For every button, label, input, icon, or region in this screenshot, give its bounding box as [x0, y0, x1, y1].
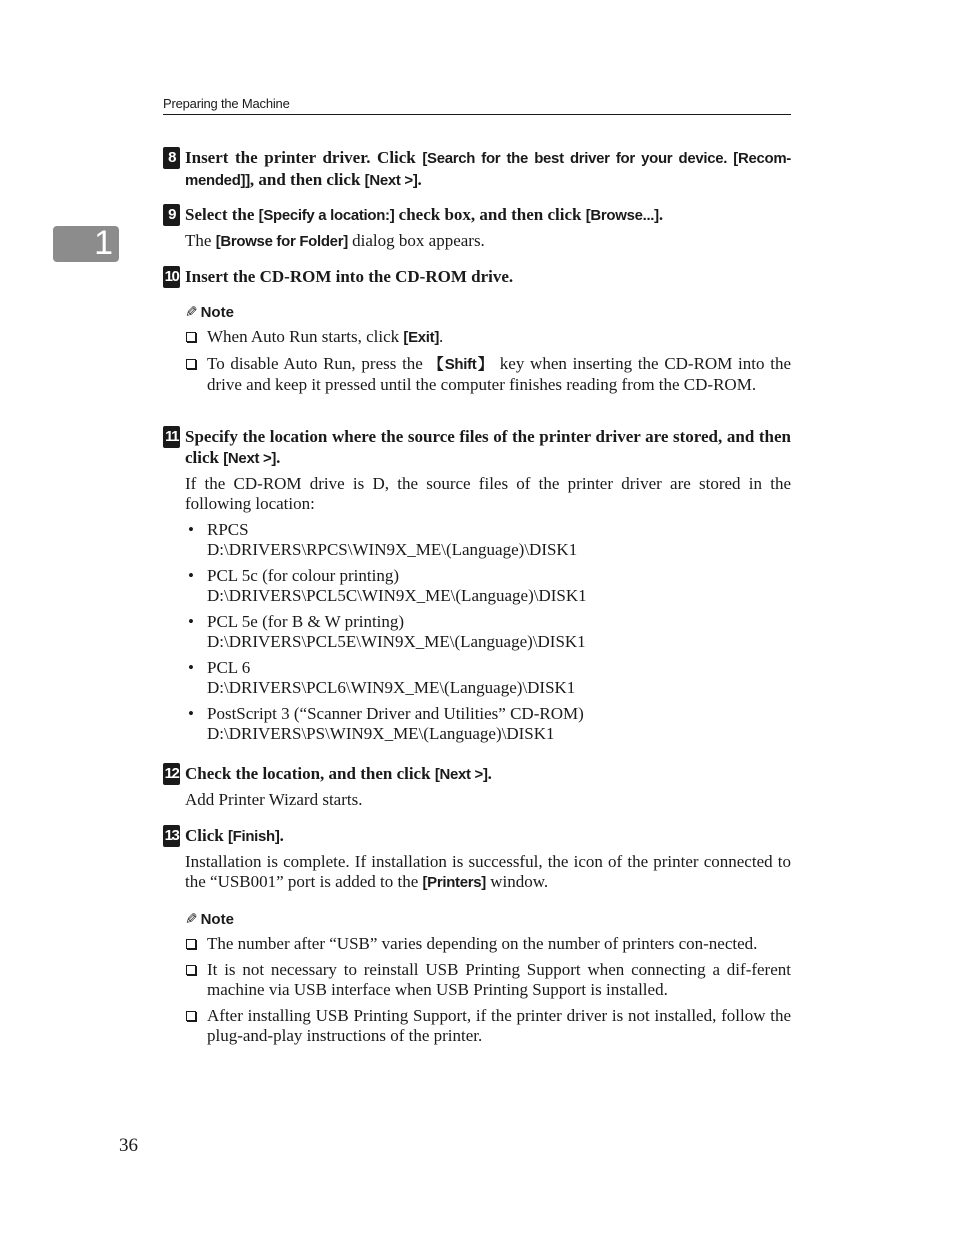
checkbox-bullet-icon [186, 359, 196, 369]
step-number-badge: 12 [163, 763, 180, 785]
checkbox-bullet-icon [186, 939, 196, 949]
step-12 [163, 763, 791, 810]
chapter-tab [53, 226, 119, 262]
list-item: • PCL 5c (for colour printing) D:\DRIVERS\PCL5C\WIN9X_ME\(Language)\DISK1 [188, 566, 587, 605]
note-item: It is not necessary to reinstall USB Printing Support when connecting a dif-ferent machine via USB interface when USB Printing Support is installed. [185, 960, 791, 1000]
ui-label-search-best-driver: [Search for the best driver for your device. [Recom-mended]] [185, 150, 791, 189]
checkbox-bullet-icon [186, 1011, 196, 1021]
note-item: After installing USB Printing Support, if the printer driver is not installed, follow the plug-and-play instructions of the printer. [185, 1006, 791, 1046]
step-number-badge: 13 [163, 825, 180, 847]
step-number-badge: 10 [163, 266, 180, 288]
ui-label-browse: [Browse...] [585, 207, 659, 224]
note-heading: ✎ Note [185, 911, 234, 928]
chapter-number: 1 [94, 224, 113, 262]
note-list [185, 327, 791, 401]
section-title: Preparing the Machine [163, 96, 290, 111]
step-title: Check the location, and then click [Next >]. [185, 764, 492, 783]
step-body: The [Browse for Folder] dialog box appears. [185, 231, 485, 250]
list-item: • RPCS D:\DRIVERS\RPCS\WIN9X_ME\(Language)\DISK1 [188, 520, 578, 559]
running-header [163, 96, 791, 115]
step-10 [163, 266, 791, 287]
list-item: • PCL 5e (for B & W printing) D:\DRIVERS\PCL5E\WIN9X_ME\(Language)\DISK1 [188, 612, 586, 651]
ui-label-finish: [Finish] [227, 828, 280, 845]
step-body: Add Printer Wizard starts. [185, 790, 363, 809]
ui-label-next: [Next >] [364, 172, 418, 189]
step-title: Insert the CD-ROM into the CD-ROM drive. [185, 267, 514, 286]
step-title: Select the [Specify a location:] check box, and then click [Browse...]. [185, 205, 664, 224]
step-9 [163, 204, 791, 252]
step-body: Installation is complete. If installation is successful, the icon of the printer connected to the “USB001” port is added to the [Printers] window. [185, 852, 791, 891]
step-number-badge: 8 [163, 147, 180, 169]
note-item: When Auto Run starts, click [Exit]. [185, 327, 791, 348]
note-heading: ✎ Note [185, 304, 234, 321]
driver-path-list [185, 520, 791, 744]
note-list [185, 934, 791, 1052]
pencil-icon: ✎ [185, 304, 198, 321]
checkbox-bullet-icon [186, 965, 196, 975]
ui-label-next: [Next >] [223, 450, 277, 467]
ui-label-exit: [Exit] [403, 329, 440, 346]
step-11 [163, 426, 791, 750]
checkbox-bullet-icon [186, 332, 196, 342]
note-item: To disable Auto Run, press the 【Shift】 key when inserting the CD-ROM into the drive and keep it pressed until the computer finishes reading from the CD-ROM. [185, 354, 791, 395]
step-title: Click [Finish]. [185, 826, 284, 845]
step-number-badge: 11 [163, 426, 180, 448]
step-title: Insert the printer driver. Click [Search for the best driver for your device. [Recom-mended]], and then click [Next >]. [185, 148, 791, 189]
ui-label-printers: [Printers] [422, 874, 486, 891]
step-13 [163, 825, 791, 893]
ui-label-browse-for-folder: [Browse for Folder] [215, 233, 348, 250]
page-number: 36 [119, 1135, 138, 1156]
key-label-shift: 【Shift】 [428, 356, 495, 373]
step-title: Specify the location where the source files of the printer driver are stored, and then click [Next >]. [185, 427, 791, 467]
step-8 [163, 147, 791, 191]
step-number-badge: 9 [163, 204, 180, 226]
list-item: • PostScript 3 (“Scanner Driver and Utilities” CD-ROM) D:\DRIVERS\PS\WIN9X_ME\(Language)\DISK1 [188, 704, 584, 743]
step-body: If the CD-ROM drive is D, the source files of the printer driver are stored in the following location: • RPCS D:\DRIVERS\RPCS\WIN9X_ME\(Language)\DISK1 • PCL 5c (for colour printing) D:\DRIVERS\PCL5C\WIN9X_ME\(Language)\DISK1 • PCL 5e (for B & W printing) D:\DRIVERS\PCL5E\WIN9X_ME\(Language)\DISK1 • PCL 6 D:\DRIVERS\PCL6\WIN9X_ME\(Language)\DISK1 • PostScript 3 (“Scanner Driver and Utilities” CD-ROM) D:\DRIVERS\PS\WIN9X_ME\(Language)\DISK1 [185, 474, 791, 743]
ui-label-specify-location: [Specify a location:] [258, 207, 395, 224]
list-item: • PCL 6 D:\DRIVERS\PCL6\WIN9X_ME\(Language)\DISK1 [188, 658, 576, 697]
ui-label-next: [Next >] [434, 766, 488, 783]
pencil-icon: ✎ [185, 911, 198, 928]
note-item: The number after “USB” varies depending on the number of printers con-nected. [185, 934, 791, 954]
